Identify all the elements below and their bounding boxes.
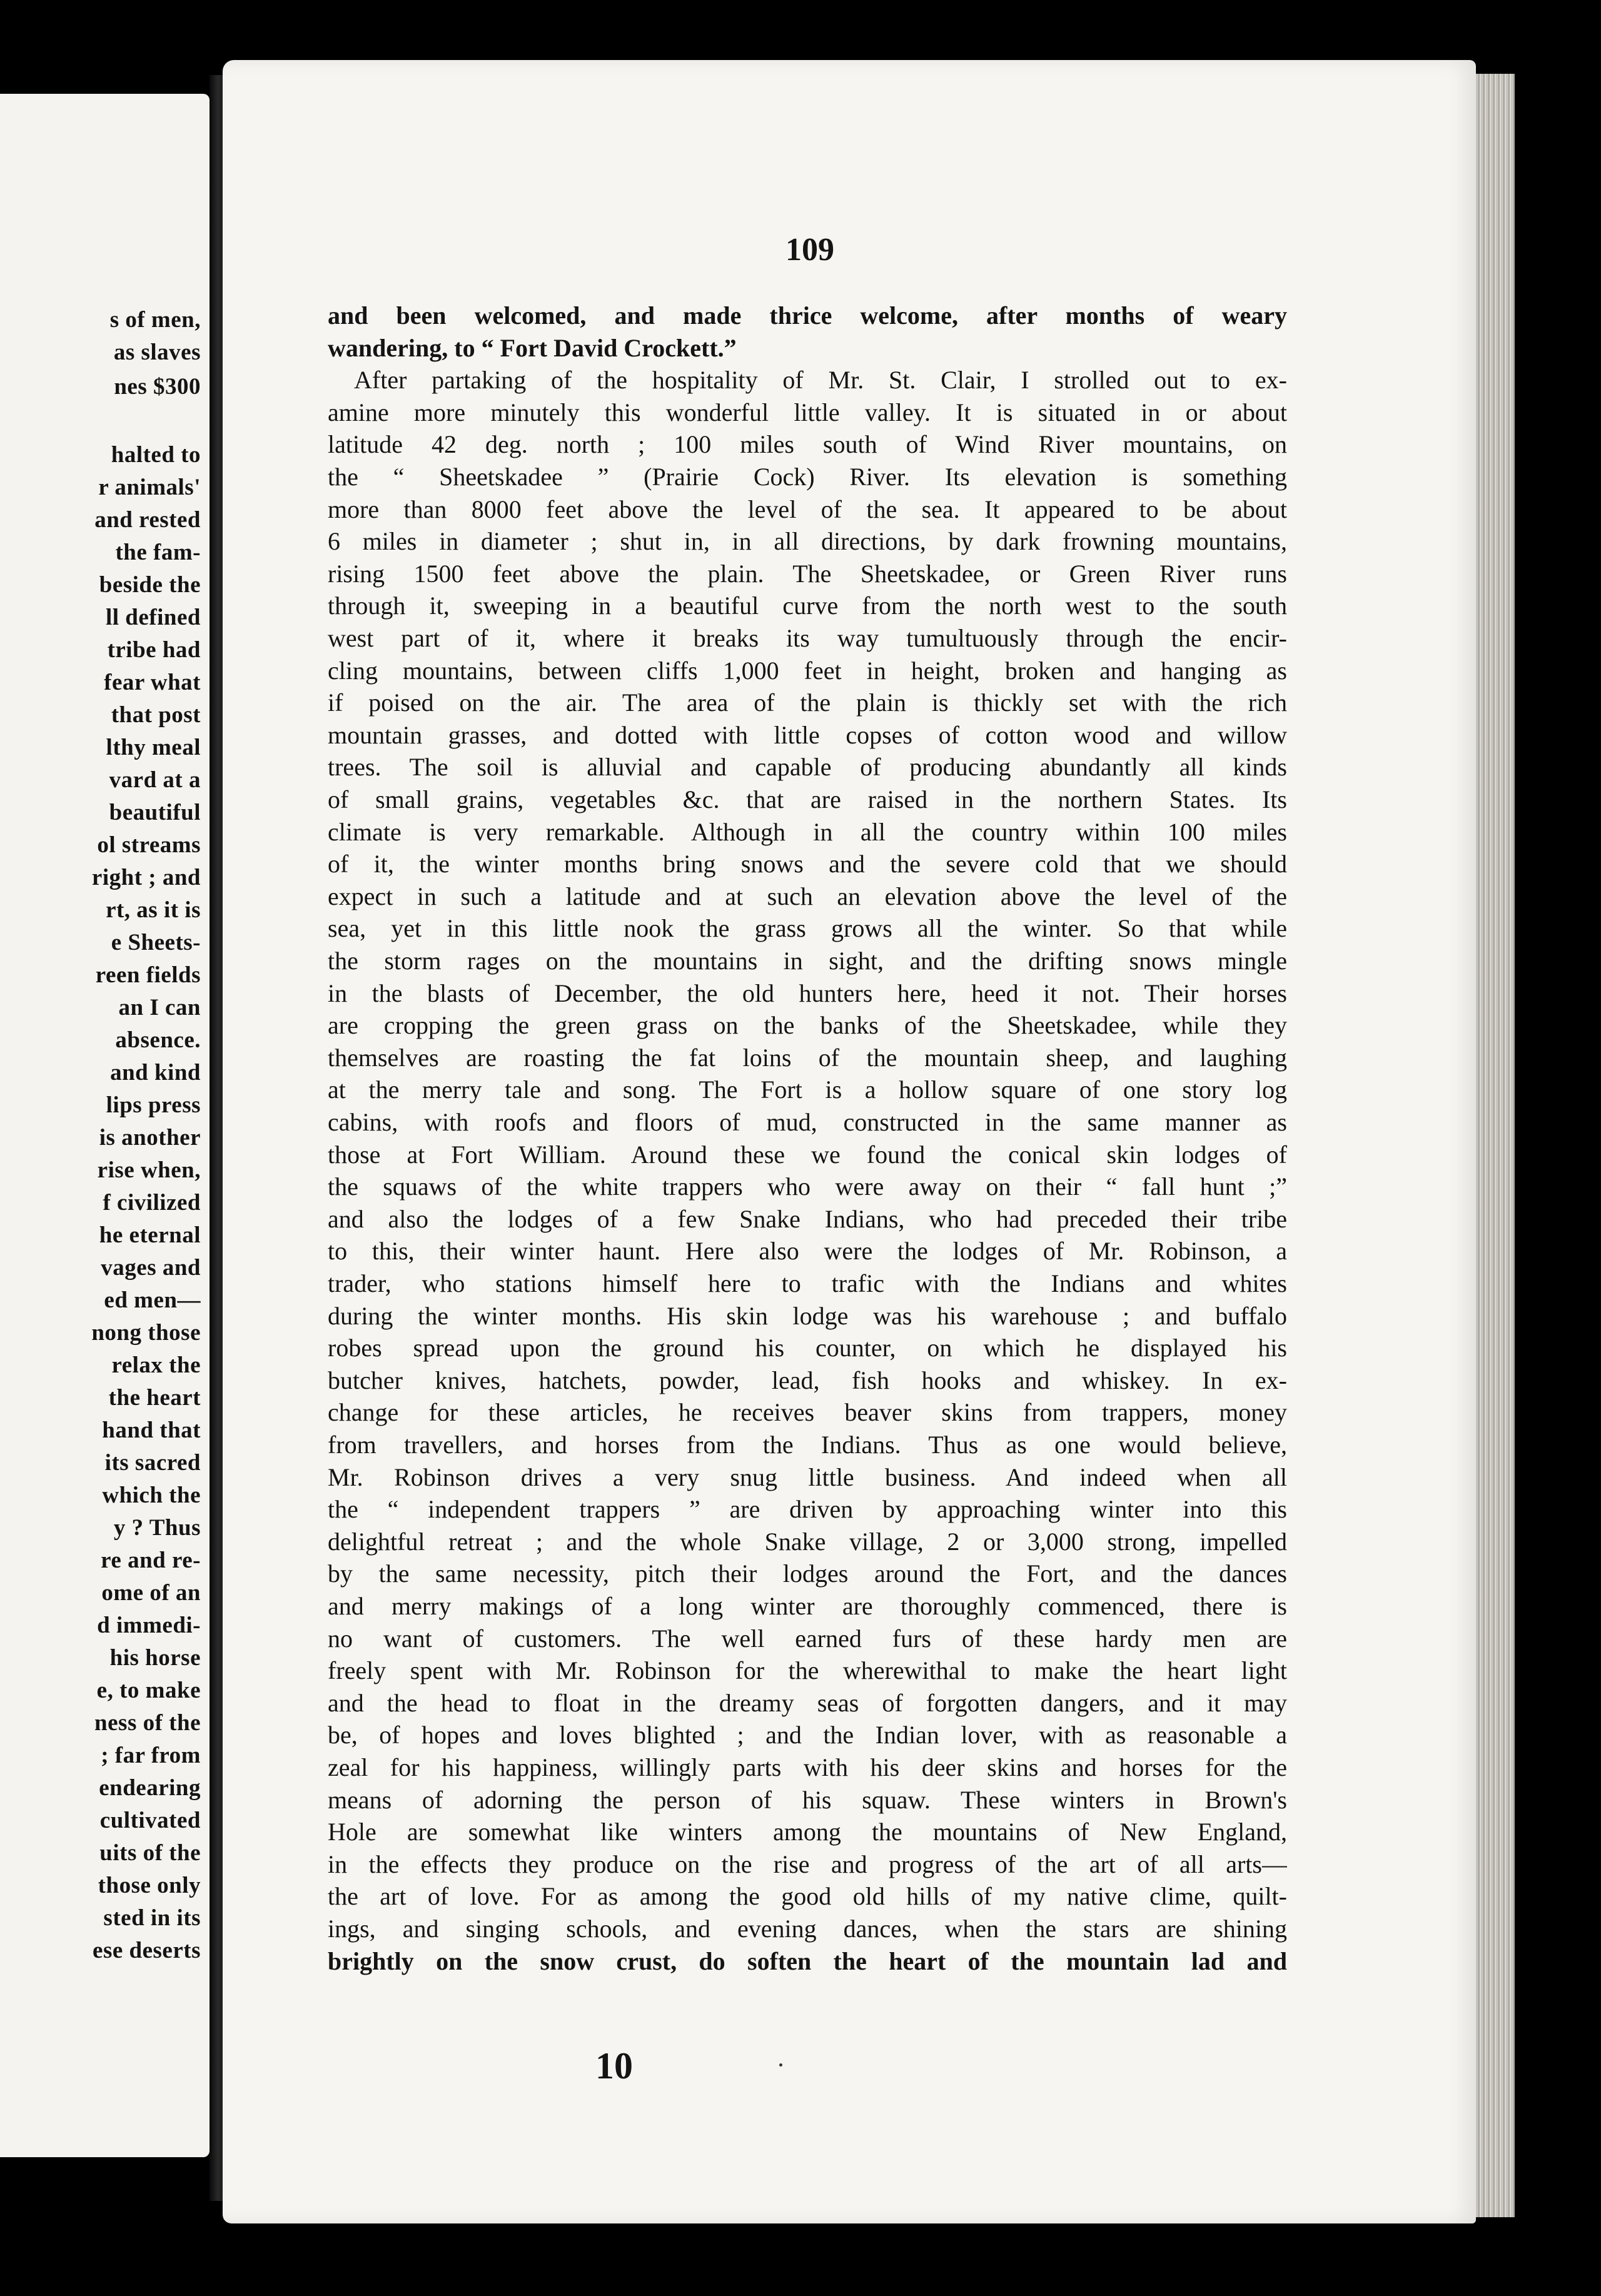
text-line: be, of hopes and loves blighted ; and the Indian lover, with as reasonable a [328, 1721, 1287, 1749]
text-line: during the winter months. His skin lodge was his warehouse ; and buffalo [328, 1302, 1287, 1330]
left-page-fragment: its sacred [104, 1450, 201, 1476]
text-line: in the blasts of December, the old hunters here, heed it not. Their horses [328, 979, 1287, 1007]
left-page-fragment: e Sheets- [111, 930, 201, 955]
text-line: freely spent with Mr. Robinson for the wherewithal to make the heart light [328, 1656, 1287, 1684]
text-line: the storm rages on the mountains in sight, and the drifting snows mingle [328, 947, 1287, 975]
left-page-fragment: that post [111, 702, 201, 728]
page-number: 109 [785, 232, 834, 268]
text-line: Mr. Robinson drives a very snug little business. And indeed when all [328, 1463, 1287, 1491]
text-line: amine more minutely this wonderful little valley. It is situated in or about [328, 398, 1287, 426]
left-page-fragment: beautiful [109, 800, 201, 825]
left-page-fragment: cultivated [99, 1808, 201, 1833]
body-text [328, 300, 1287, 2013]
left-page-fragment: an I can [118, 995, 201, 1020]
left-page-fragment: vages and [101, 1255, 201, 1281]
text-line: and also the lodges of a few Snake Indians, who had preceded their tribe [328, 1205, 1287, 1233]
text-line: the “ Sheetskadee ” (Prairie Cock) River. Its elevation is something [328, 463, 1287, 491]
text-line: the “ independent trappers ” are driven by approaching winter into this [328, 1495, 1287, 1523]
left-page-fragment: hand that [102, 1417, 201, 1443]
left-page-fragment: ed men— [104, 1287, 201, 1313]
left-page-fragment: which the [102, 1483, 201, 1508]
text-line: wandering, to “ Fort David Crockett.” [328, 334, 737, 362]
text-line: 6 miles in diameter ; shut in, in all directions, by dark frowning mountains, [328, 527, 1287, 555]
left-page-text-fragments [0, 94, 210, 2157]
text-line: to this, their winter haunt. Here also were the lodges of Mr. Robinson, a [328, 1237, 1287, 1265]
text-line: through it, sweeping in a beautiful curve from the north west to the south [328, 592, 1287, 620]
left-page-fragment: lthy meal [106, 735, 201, 760]
text-line: brightly on the snow crust, do soften the heart of the mountain lad and [328, 1947, 1287, 1975]
text-line: delightful retreat ; and the whole Snake village, 2 or 3,000 strong, impelled [328, 1528, 1287, 1556]
left-page-fragment: ome of an [101, 1580, 201, 1606]
left-page-fragment: beside the [99, 572, 201, 598]
left-page-fragment: rise when, [97, 1157, 201, 1183]
text-line: themselves are roasting the fat loins of the mountain sheep, and laughing [328, 1044, 1287, 1072]
text-line: robes spread upon the ground his counter, on which he displayed his [328, 1334, 1287, 1362]
left-page-fragment: relax the [111, 1352, 201, 1378]
text-line: and the head to float in the dreamy seas of forgotten dangers, and it may [328, 1689, 1287, 1717]
text-line: latitude 42 deg. north ; 100 miles south of Wind River mountains, on [328, 430, 1287, 458]
left-page-fragment: rt, as it is [106, 897, 201, 923]
left-page-fragment: is another [99, 1125, 201, 1151]
left-page-fragment: tribe had [107, 637, 201, 663]
text-line: the squaws of the white trappers who were away on their “ fall hunt ;” [328, 1172, 1287, 1201]
left-page-fragment: uits of the [99, 1840, 201, 1866]
text-line: by the same necessity, pitch their lodges around the Fort, and the dances [328, 1559, 1287, 1588]
text-line: west part of it, where it breaks its way tumultuously through the encir- [328, 624, 1287, 652]
left-page-fragment: the heart [108, 1385, 201, 1411]
text-line: the art of love. For as among the good old hills of my native clime, quilt- [328, 1882, 1287, 1910]
left-page-fragment: nes $300 [114, 374, 201, 400]
left-page-fragment: and kind [110, 1060, 201, 1085]
left-page-fragment: re and re- [101, 1548, 201, 1573]
left-page-fragment: vard at a [109, 767, 201, 793]
left-page-fragment: right ; and [91, 865, 201, 890]
text-line: Hole are somewhat like winters among the mountains of New England, [328, 1818, 1287, 1846]
text-line: After partaking of the hospitality of Mr. St. Clair, I strolled out to ex- [354, 366, 1287, 394]
text-line: sea, yet in this little nook the grass grows all the winter. So that while [328, 914, 1287, 942]
left-page-fragment: ese deserts [93, 1938, 201, 1963]
left-page-fragment: and rested [94, 507, 201, 533]
left-page-fragment: fear what [104, 670, 201, 695]
left-page-fragment: ness of the [94, 1710, 201, 1736]
left-page-fragment: d immedi- [97, 1613, 201, 1638]
signature-mark: 10 [595, 2045, 633, 2087]
left-page-fragment: those only [98, 1873, 201, 1898]
left-page-fragment: absence. [115, 1027, 201, 1053]
print-speck [779, 2063, 782, 2067]
left-page-fragment: reen fields [95, 962, 201, 988]
left-page-fragment: ; far from [101, 1743, 201, 1768]
left-page-fragment: lips press [106, 1092, 201, 1118]
text-line: and merry makings of a long winter are thoroughly commenced, there is [328, 1592, 1287, 1620]
left-page-fragment: s of men, [109, 307, 201, 333]
left-page-fragment: f civilized [103, 1190, 201, 1216]
text-line: trees. The soil is alluvial and capable of producing abundantly all kinds [328, 753, 1287, 781]
left-page-fragment: ll defined [106, 605, 201, 630]
text-line: in the effects they produce on the rise and progress of the art of all arts— [328, 1850, 1287, 1878]
text-line: those at Fort William. Around these we found the conical skin lodges of [328, 1140, 1287, 1169]
left-page-fragment: nong those [91, 1320, 201, 1346]
text-line: at the merry tale and song. The Fort is a hollow square of one story log [328, 1075, 1287, 1104]
text-line: climate is very remarkable. Although in all the country within 100 miles [328, 818, 1287, 846]
text-line: change for these articles, he receives beaver skins from trappers, money [328, 1398, 1287, 1426]
left-page-fragment: e, to make [96, 1678, 201, 1703]
left-page [0, 94, 210, 2157]
text-line: means of adorning the person of his squaw. These winters in Brown's [328, 1786, 1287, 1814]
text-line: if poised on the air. The area of the plain is thickly set with the rich [328, 688, 1287, 717]
text-line: of small grains, vegetables &c. that are raised in the northern States. Its [328, 785, 1287, 813]
left-page-fragment: as slaves [113, 340, 201, 365]
text-line: zeal for his happiness, willingly parts with his deer skins and horses for the [328, 1753, 1287, 1781]
text-line: are cropping the green grass on the banks of the Sheetskadee, while they [328, 1011, 1287, 1039]
text-line: and been welcomed, and made thrice welcome, after months of weary [328, 301, 1287, 330]
left-page-fragment: endearing [99, 1775, 201, 1801]
left-page-fragment: the fam- [115, 540, 201, 565]
text-line: more than 8000 feet above the level of the sea. It appeared to be about [328, 495, 1287, 523]
text-line: no want of customers. The well earned furs of these hardy men are [328, 1624, 1287, 1653]
left-page-fragment: halted to [111, 442, 201, 468]
text-line: butcher knives, hatchets, powder, lead, fish hooks and whiskey. In ex- [328, 1366, 1287, 1394]
text-line: trader, who stations himself here to trafic with the Indians and whites [328, 1269, 1287, 1297]
left-page-fragment: y ? Thus [113, 1515, 201, 1541]
left-page-fragment: r animals' [98, 475, 201, 500]
text-line: expect in such a latitude and at such an elevation above the level of the [328, 882, 1287, 910]
left-page-fragment: ol streams [97, 832, 201, 858]
text-line: rising 1500 feet above the plain. The Sheetskadee, or Green River runs [328, 560, 1287, 588]
text-line: of it, the winter months bring snows and the severe cold that we should [328, 850, 1287, 878]
left-page-fragment: he eternal [99, 1222, 201, 1248]
left-page-fragment: his horse [109, 1645, 201, 1671]
text-line: ings, and singing schools, and evening dances, when the stars are shining [328, 1915, 1287, 1943]
left-page-fragment: sted in its [103, 1905, 201, 1931]
text-line: mountain grasses, and dotted with little copses of cotton wood and willow [328, 721, 1287, 749]
text-line: from travellers, and horses from the Indians. Thus as one would believe, [328, 1431, 1287, 1459]
text-line: cabins, with roofs and floors of mud, constructed in the same manner as [328, 1108, 1287, 1136]
text-line: cling mountains, between cliffs 1,000 feet in height, broken and hanging as [328, 657, 1287, 685]
